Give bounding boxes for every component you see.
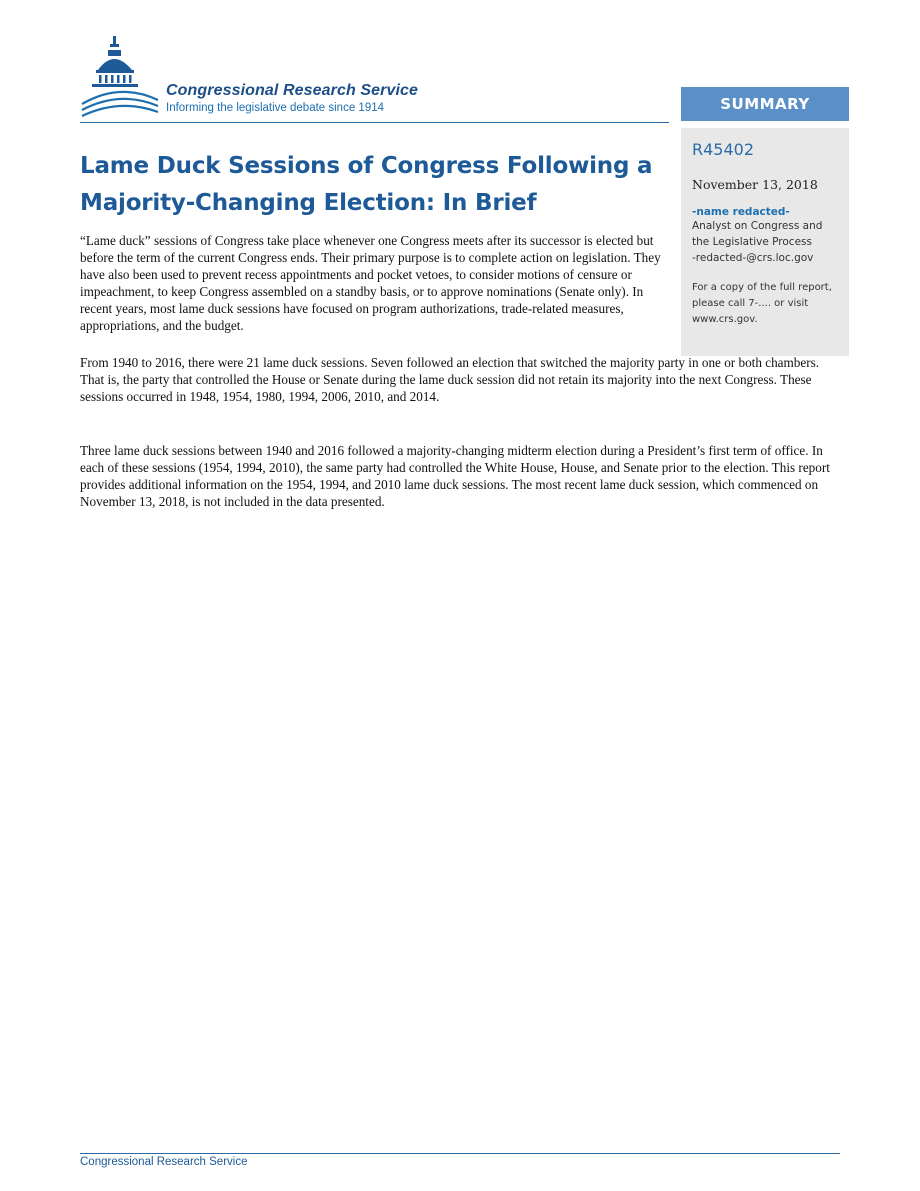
report-date: November 13, 2018	[692, 177, 818, 192]
footer-org-name: Congressional Research Service	[80, 1156, 248, 1168]
org-name: Congressional Research Service	[166, 82, 419, 99]
author-title-line: the Legislative Process	[692, 236, 812, 248]
copy-note-line: please call 7-.... or visit	[692, 298, 809, 309]
title-line: Majority-Changing Election: In Brief	[80, 190, 537, 216]
summary-paragraph-2: From 1940 to 2016, there were 21 lame duck sessions. Seven followed an election that switched the majority party in one or both chambers. That is, the party that controlled the House or Senate during the lame duck session did not retain its majority into the next Congress. These sessions occurred in 1948, 1954, 1980, 1994, 2006, 2010, and 2014.	[80, 355, 820, 404]
footer-divider	[80, 1153, 840, 1154]
summary-paragraph-3: Three lame duck sessions between 1940 and 2016 followed a majority-changing midterm election during a President’s first term of office. In each of these sessions (1954, 1994, 2010), the same party had controlled the White House, House, and Senate prior to the election. This report provides additional information on the 1954, 1994, and 2010 lame duck sessions. The most recent lame duck session, which commenced on November 13, 2018, is not included in the data presented.	[80, 443, 830, 509]
author-email[interactable]: -redacted-@crs.loc.gov	[692, 252, 814, 264]
author-name: -name redacted-	[692, 206, 790, 218]
title-line: Lame Duck Sessions of Congress Following a	[80, 153, 653, 179]
header-divider	[80, 122, 669, 123]
copy-note	[692, 280, 839, 328]
author-title-line: Analyst on Congress and	[692, 220, 823, 232]
crs-website-link[interactable]: www.crs.gov.	[692, 314, 758, 325]
summary-tab: SUMMARY	[681, 87, 849, 121]
copy-note-line: For a copy of the full report,	[692, 282, 832, 293]
summary-paragraph-1: “Lame duck” sessions of Congress take place whenever one Congress meets after its successor is elected but before the term of the current Congress ends. Their primary purpose is to complete action on legislation. They have also been used to prevent recess appointments and pocket vetoes, to consider motions of censure or impeachment, to keep Congress assembled on a standby basis, or to approve nominations (Senate only). In recent years, most lame duck sessions have focused on program authorizations, trade-related measures, appropriations, and the budget.	[80, 233, 661, 333]
summary-sidebar	[681, 128, 849, 356]
page-title	[80, 148, 660, 222]
report-number: R45402	[692, 140, 755, 159]
org-tagline: Informing the legislative debate since 1914	[166, 102, 385, 114]
